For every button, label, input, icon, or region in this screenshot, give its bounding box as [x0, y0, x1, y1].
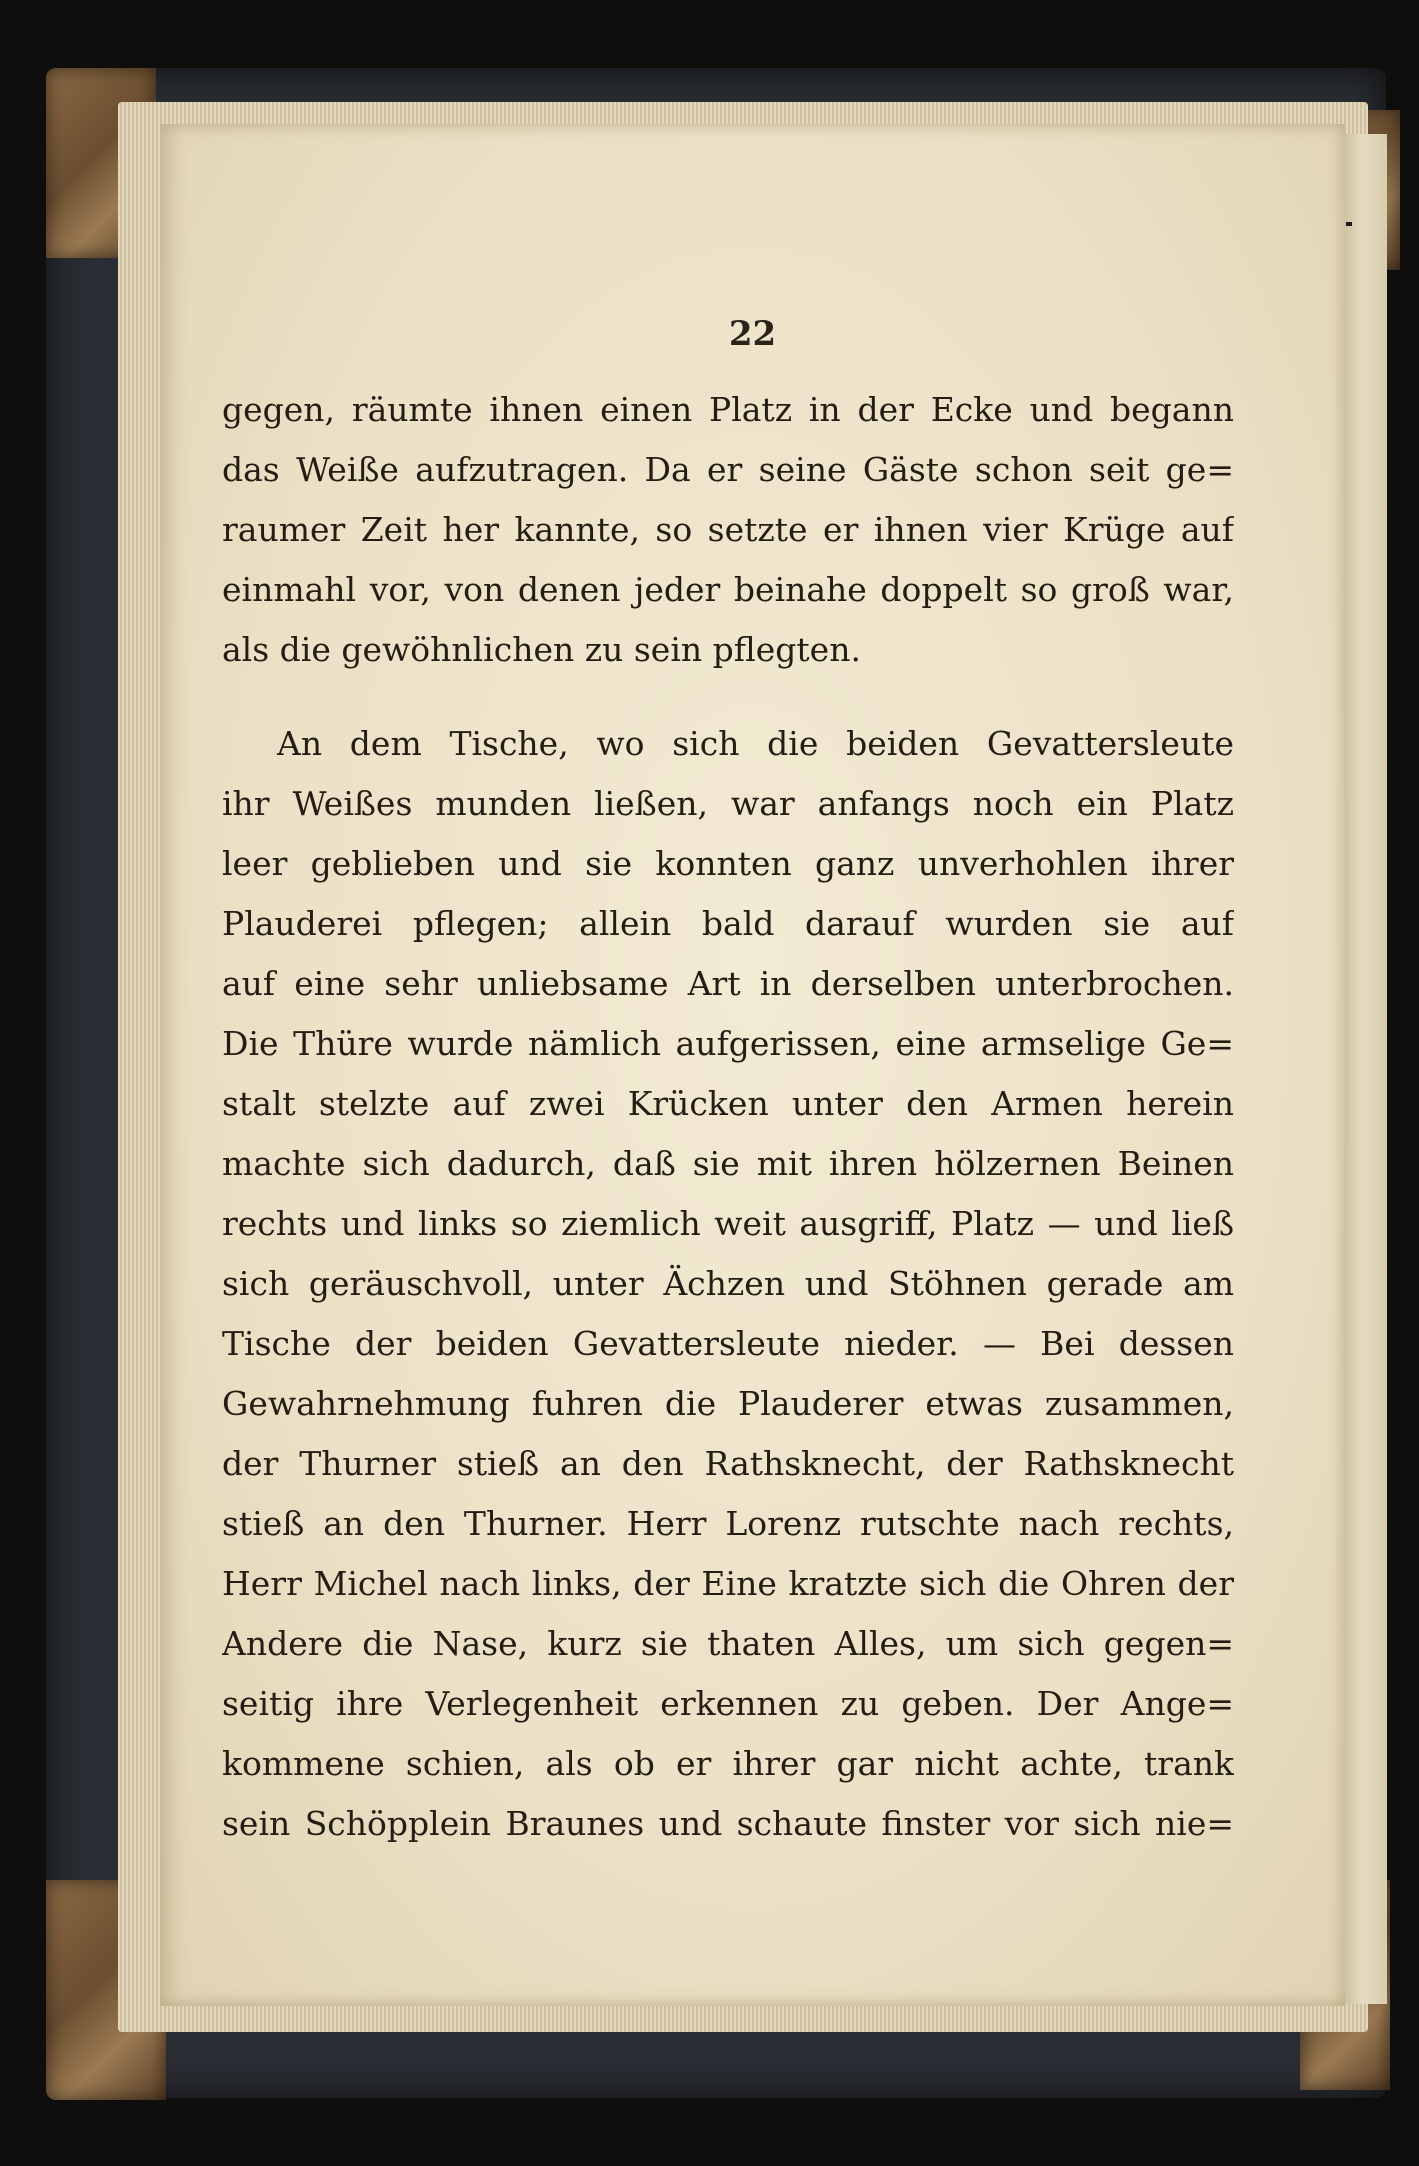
paragraph: [222, 380, 1234, 680]
text-line: leer geblieben und sie konnten ganz unverhohlen ihrer: [222, 844, 1234, 883]
text-line: stieß an den Thurner. Herr Lorenz rutschte nach rechts,: [222, 1504, 1234, 1543]
text-line: stalt stelzte auf zwei Krücken unter den Armen herein: [222, 1084, 1234, 1123]
text-line: rechts und links so ziemlich weit ausgriff, Platz — und ließ: [222, 1204, 1234, 1243]
text-line: als die gewöhnlichen zu sein pflegten.: [222, 630, 861, 669]
paragraph: [222, 714, 1234, 1854]
text-line: Plauderei pflegen; allein bald darauf wurden sie auf: [222, 904, 1234, 943]
page-number: 22: [728, 314, 777, 354]
next-page-edge: [1345, 134, 1387, 2004]
text-line: sein Schöpplein Braunes und schaute finster vor sich nie=: [222, 1804, 1234, 1843]
text-line: Die Thüre wurde nämlich aufgerissen, eine armselige Ge=: [222, 1024, 1234, 1063]
text-line: ihr Weißes munden ließen, war anfangs noch ein Platz: [222, 784, 1234, 823]
text-line: das Weiße aufzutragen. Da er seine Gäste schon seit ge=: [222, 450, 1234, 489]
text-line: An dem Tische, wo sich die beiden Gevattersleute: [277, 724, 1234, 763]
text-line: seitig ihre Verlegenheit erkennen zu geben. Der Ange=: [222, 1684, 1234, 1723]
text-line: gegen, räumte ihnen einen Platz in der Ecke und begann: [222, 390, 1234, 429]
text-line: Gewahrnehmung fuhren die Plauderer etwas zusammen,: [222, 1384, 1234, 1423]
text-line: einmahl vor, von denen jeder beinahe doppelt so groß war,: [222, 570, 1234, 609]
page-text: [222, 380, 1234, 1854]
text-line: der Thurner stieß an den Rathsknecht, der Rathsknecht: [222, 1444, 1234, 1483]
text-line: auf eine sehr unliebsame Art in derselben unterbrochen.: [222, 964, 1234, 1003]
text-line: machte sich dadurch, daß sie mit ihren hölzernen Beinen: [222, 1144, 1234, 1183]
text-line: raumer Zeit her kannte, so setzte er ihnen vier Krüge auf: [222, 510, 1234, 549]
text-line: Herr Michel nach links, der Eine kratzte sich die Ohren der: [222, 1564, 1234, 1603]
text-line: sich geräuschvoll, unter Ächzen und Stöhnen gerade am: [222, 1264, 1234, 1303]
text-line: kommene schien, als ob er ihrer gar nicht achte, trank: [222, 1744, 1234, 1783]
text-line: Andere die Nase, kurz sie thaten Alles, um sich gegen=: [222, 1624, 1234, 1663]
text-line: Tische der beiden Gevattersleute nieder. — Bei dessen: [222, 1324, 1234, 1363]
edge-mark: [1346, 222, 1352, 226]
